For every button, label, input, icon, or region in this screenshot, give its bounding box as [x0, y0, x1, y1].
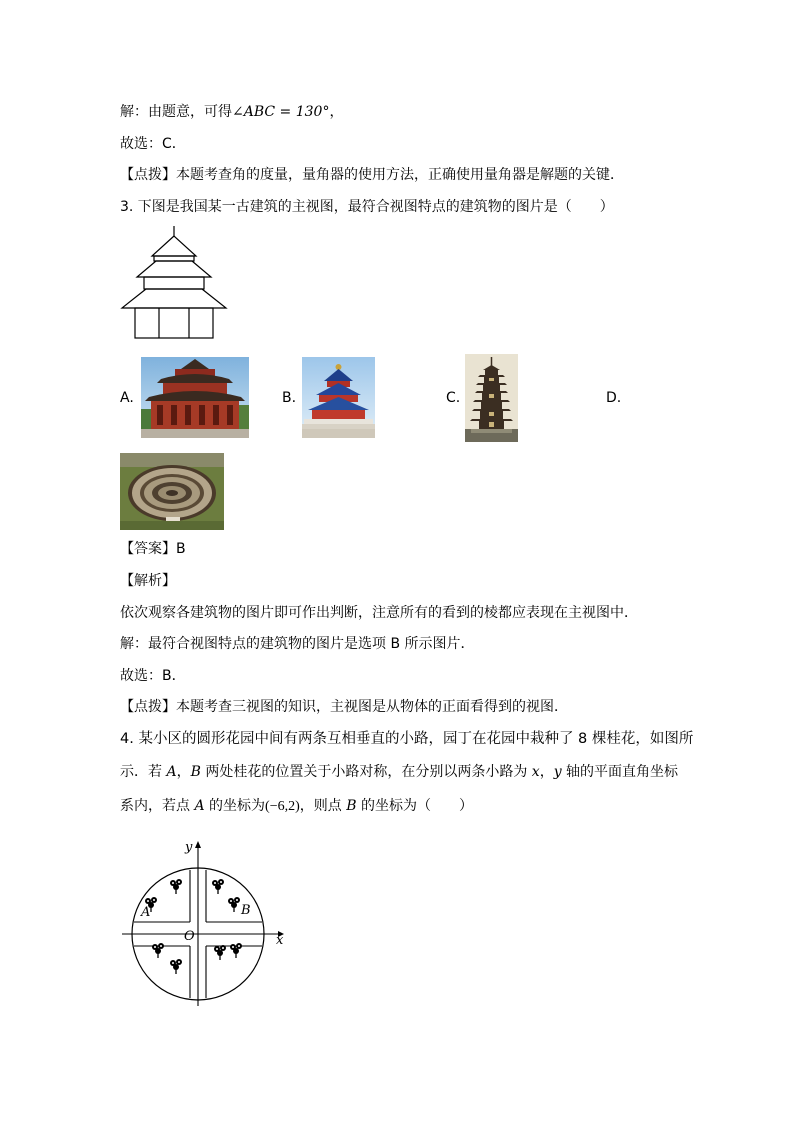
temple-of-heaven-photo — [302, 357, 375, 438]
q4-x-var: x — [531, 764, 540, 780]
q4-text: ， — [176, 764, 191, 780]
question-4-line-1: 4. 某小区的圆形花园中间有两条互相垂直的小路，园丁在花园中栽种了 8 棵桂花，如图所 — [120, 731, 694, 747]
q4-text: 的坐标为 — [204, 798, 266, 814]
solution-suffix: ， — [329, 104, 344, 120]
tree-icon — [214, 945, 226, 960]
q4-text: 轴的平面直角坐标 — [561, 764, 679, 780]
tree-icon — [152, 943, 164, 958]
tree-icon — [230, 943, 242, 958]
tree-icon — [170, 959, 182, 974]
q4-y-var: y — [553, 764, 562, 780]
x-axis-label: x — [276, 933, 284, 948]
tree-icon — [170, 879, 182, 894]
origin-label: O — [184, 929, 195, 944]
q4-point-b: B — [346, 798, 357, 814]
tip-2: 【点拨】本题考查三视图的知识，主视图是从物体的正面看得到的视图． — [120, 699, 568, 715]
y-axis-label: y — [185, 840, 193, 855]
analysis-text: 依次观察各建筑物的图片即可作出判断，注意所有的看到的棱都应表现在主视图中． — [120, 605, 638, 621]
q4-text: 示．若 — [120, 764, 167, 780]
q4-text: 两处桂花的位置关于小路对称，在分别以两条小路为 — [200, 764, 532, 780]
angle-expression: ∠ABC = 130° — [232, 104, 330, 120]
question-4-line-3 — [120, 797, 473, 816]
pagoda-photo — [465, 354, 518, 442]
option-b-label: B. — [282, 390, 297, 406]
q4-coordinate: (−6,2) — [265, 799, 300, 814]
pavilion-photo — [141, 357, 249, 438]
tulou-photo — [120, 453, 224, 530]
front-view-drawing — [118, 224, 233, 342]
q4-point-a: A — [194, 798, 205, 814]
option-a-label: A. — [120, 390, 134, 406]
q4-text: ， — [539, 764, 554, 780]
tree-icon — [228, 897, 240, 912]
question-3-text: 3. 下图是我国某一古建筑的主视图，最符合视图特点的建筑物的图片是（ ） — [120, 199, 614, 215]
solution-3-line: 解：最符合视图特点的建筑物的图片是选项 B 所示图片． — [120, 636, 475, 652]
tree-icon — [212, 879, 224, 894]
solution-line — [120, 103, 343, 121]
point-a-label: A — [141, 905, 151, 920]
q4-point-a: A — [166, 764, 177, 780]
tip-1: 【点拨】本题考查角的度量，量角器的使用方法，正确使用量角器是解题的关键． — [120, 167, 624, 183]
answer-line: 【答案】B — [120, 541, 186, 557]
question-4-line-2 — [120, 763, 678, 781]
q4-text: 的坐标为（ ） — [356, 798, 473, 814]
choose-b-line: 故选：B． — [120, 668, 186, 684]
q4-point-b: B — [190, 764, 201, 780]
q4-text: 系内，若点 — [120, 798, 195, 814]
choose-c-line: 故选：C． — [120, 136, 186, 152]
analysis-heading: 【解析】 — [120, 573, 176, 589]
option-c-label: C. — [446, 390, 461, 406]
option-d-label: D. — [606, 390, 622, 406]
point-b-label: B — [241, 903, 251, 918]
solution-prefix: 解：由题意，可得 — [120, 104, 232, 120]
garden-coordinate-diagram — [118, 838, 294, 1006]
q4-text: ，则点 — [299, 798, 347, 814]
